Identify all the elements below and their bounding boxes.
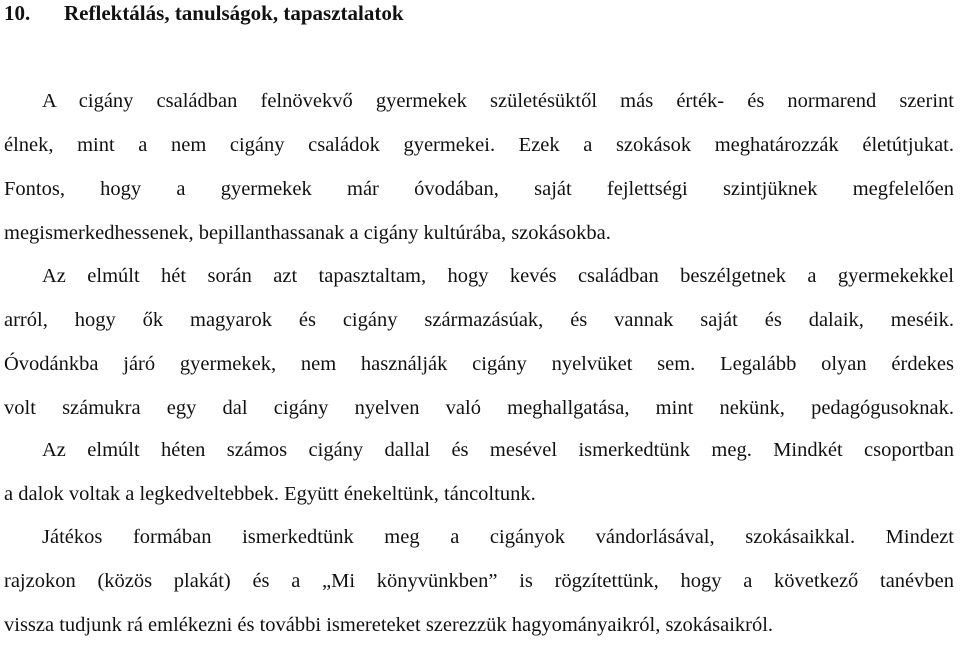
paragraph-line: Az elmúlt héten számos cigány dallal és mesével ismerkedtünk meg. Mindkét csoportban (42, 439, 954, 461)
paragraph-line: a dalok voltak a legkedveltebbek. Együtt énekeltünk, táncoltunk. (4, 483, 536, 505)
paragraph-3 (4, 428, 954, 516)
paragraph-line: megismerkedhessenek, bepillanthassanak a cigány kultúrába, szokásokba. (4, 222, 611, 244)
section-title: Reflektálás, tanulságok, tapasztalatok (64, 1, 404, 25)
paragraph-line: élnek, mint a nem cigány családok gyermekei. Ezek a szokások meghatározzák életútjukat. (4, 134, 954, 156)
paragraph-line: A cigány családban felnövekvő gyermekek születésüktől más érték- és normarend szerint (42, 90, 954, 112)
paragraph-1 (4, 79, 954, 255)
paragraph-line: volt számukra egy dal cigány nyelven való meghallgatása, mint nekünk, pedagógusoknak. (4, 397, 954, 419)
paragraph-line: vissza tudjunk rá emlékezni és további ismereteket szerezzük hagyományaikról, szokásaikról. (4, 614, 774, 636)
paragraph-4 (4, 515, 954, 647)
paragraph-line: rajzokon (közös plakát) és a „Mi könyvünkben” is rögzítettünk, hogy a következő tanévben (4, 570, 954, 592)
paragraph-line: Az elmúlt hét során azt tapasztaltam, hogy kevés családban beszélgetnek a gyermekekkel (42, 265, 954, 287)
section-heading (4, 0, 404, 26)
paragraph-2 (4, 254, 954, 430)
section-number: 10. (4, 1, 31, 25)
paragraph-line: Óvodánkba járó gyermekek, nem használják cigány nyelvüket sem. Legalább olyan érdekes (4, 353, 954, 375)
paragraph-line: arról, hogy ők magyarok és cigány származásúak, és vannak saját és dalaik, meséik. (4, 309, 954, 331)
paragraph-line: Fontos, hogy a gyermekek már óvodában, saját fejlettségi szintjüknek megfelelően (4, 178, 954, 200)
paragraph-line: Játékos formában ismerkedtünk meg a cigányok vándorlásával, szokásaikkal. Mindezt (42, 526, 954, 548)
